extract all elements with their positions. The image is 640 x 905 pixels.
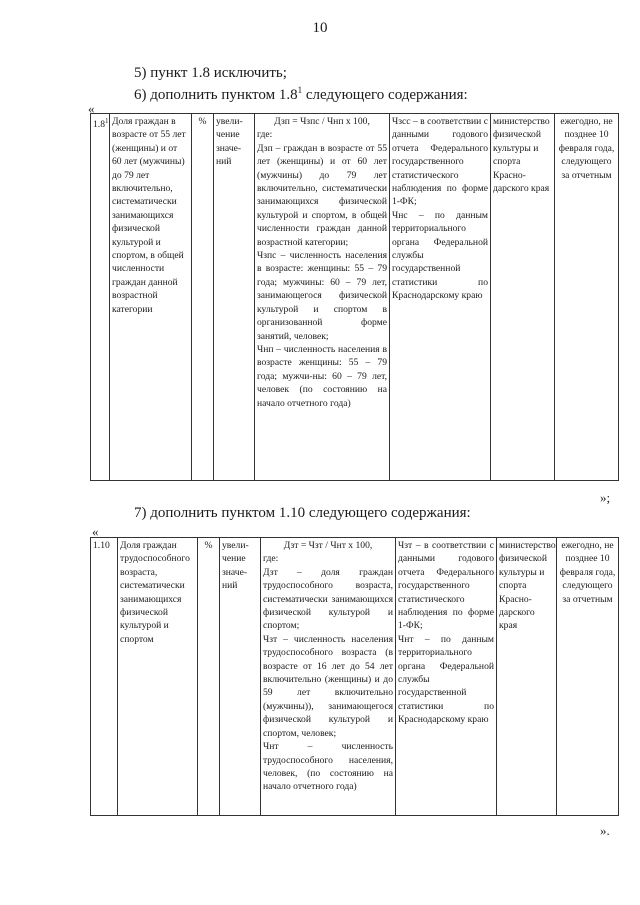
- formula-line: Дзп = Чзпс / Чнп х 100,: [274, 116, 370, 127]
- paragraph-6-text: 6) дополнить пунктом 1.8: [134, 87, 298, 103]
- table-row: [91, 114, 619, 481]
- indicator-table-2: [90, 537, 619, 816]
- cell-number: 1.10: [91, 538, 118, 816]
- cell-source: [396, 538, 497, 816]
- cell-period: ежегодно, не позднее 10 февраля года, следующего за отчетным: [555, 114, 619, 481]
- cell-source: [390, 114, 491, 481]
- paragraph-6-superscript: 1: [297, 85, 303, 95]
- cell-unit: %: [192, 114, 214, 481]
- cell-trend: увели-чение значе-ний: [214, 114, 255, 481]
- close-quote-1: »;: [600, 490, 611, 505]
- formula-line: Чзт – численность населения трудоспособного возраста (в возрасте от 16 лет до 54 лет включительно (женщины) и до 59 лет включительно (мужчины)), занимающегося физической культурой и спортом, человек;: [263, 633, 393, 739]
- formula-line: Чнп – численность населения в возрасте женщины: 55 – 79 года; мужчи-ны: 60 – 79 лет, человек (по состоянию на начало отчетного года): [257, 343, 387, 409]
- close-quote-2: ».: [600, 823, 610, 838]
- cell-formula: [255, 114, 390, 481]
- cell-trend: увели-чение значе-ний: [220, 538, 261, 816]
- source-line: Чнс – по данным территориального органа Федеральной службы государственной статистики по Краснодарскому краю: [392, 209, 488, 302]
- source-line: Чнт – по данным территориального органа Федеральной службы государственной статистики по Краснодарскому краю: [398, 633, 494, 726]
- page-number: 10: [312, 20, 328, 36]
- row-number-superscript: 1: [105, 117, 109, 125]
- formula-line: Чнт – численность трудоспособного населения, человек, (по состоянию на начало отчетного года): [263, 741, 393, 793]
- paragraph-6: [134, 85, 468, 104]
- paragraph-5: 5) пункт 1.8 исключить;: [134, 65, 287, 81]
- formula-line: где:: [257, 129, 273, 141]
- cell-indicator-name: Доля граждан трудоспособного возраста, систематически занимающихся физической культурой и спортом: [118, 538, 198, 816]
- formula-line: Дзт – доля граждан трудоспособного возраста, систематически занимающихся физической культурой и спортом;: [263, 566, 393, 632]
- formula-line: Дзт = Чзт / Чнт х 100,: [283, 540, 373, 551]
- open-quote-2: «: [92, 524, 99, 539]
- source-line: Чзт – в соответствии с данными годового отчета Федерального государственного статистического наблюдения по форме 1-ФК;: [398, 540, 494, 632]
- formula-line: где:: [263, 553, 279, 565]
- paragraph-7: 7) дополнить пунктом 1.10 следующего содержания:: [134, 505, 471, 521]
- formula-line: Дзп – граждан в возрасте от 55 лет (женщины) и от 60 лет (мужчины) до 79 лет включительно, систематически занимающихся физической культурой и спортом, в общей численности граждан данной возрастной категории;: [257, 142, 387, 248]
- source-line: Чзсс – в соответствии с данными годового отчета Федерального государственного статистического наблюдения по форме 1-ФК;: [392, 116, 488, 208]
- row-number: 1.8: [93, 119, 105, 131]
- cell-responsible: министерство физической культуры и спорта Красно-дарского края: [491, 114, 555, 481]
- table-row: [91, 538, 619, 816]
- cell-indicator-name: Доля граждан в возрасте от 55 лет (женщины) и от 60 лет (мужчины) до 79 лет включительно, систематически занимающихся физической культурой и спортом, в общей численности граждан данной возрастной категории: [110, 114, 192, 481]
- formula-line: Чзпс – численность населения в возрасте: женщины: 55 – 79 года; мужчины: 60 – 79 лет, занимающегося физической культурой и спортом в организованной форме занятий, человек;: [257, 250, 387, 342]
- cell-formula: [261, 538, 396, 816]
- cell-period: ежегодно, не позднее 10 февраля года, следующего за отчетным: [557, 538, 619, 816]
- cell-number: [91, 114, 110, 481]
- cell-unit: %: [198, 538, 220, 816]
- paragraph-6-tail: следующего содержания:: [302, 87, 468, 103]
- open-quote-1: «: [88, 101, 95, 116]
- indicator-table-1: [90, 113, 619, 481]
- cell-responsible: министерство физической культуры и спорта Красно-дарского края: [497, 538, 557, 816]
